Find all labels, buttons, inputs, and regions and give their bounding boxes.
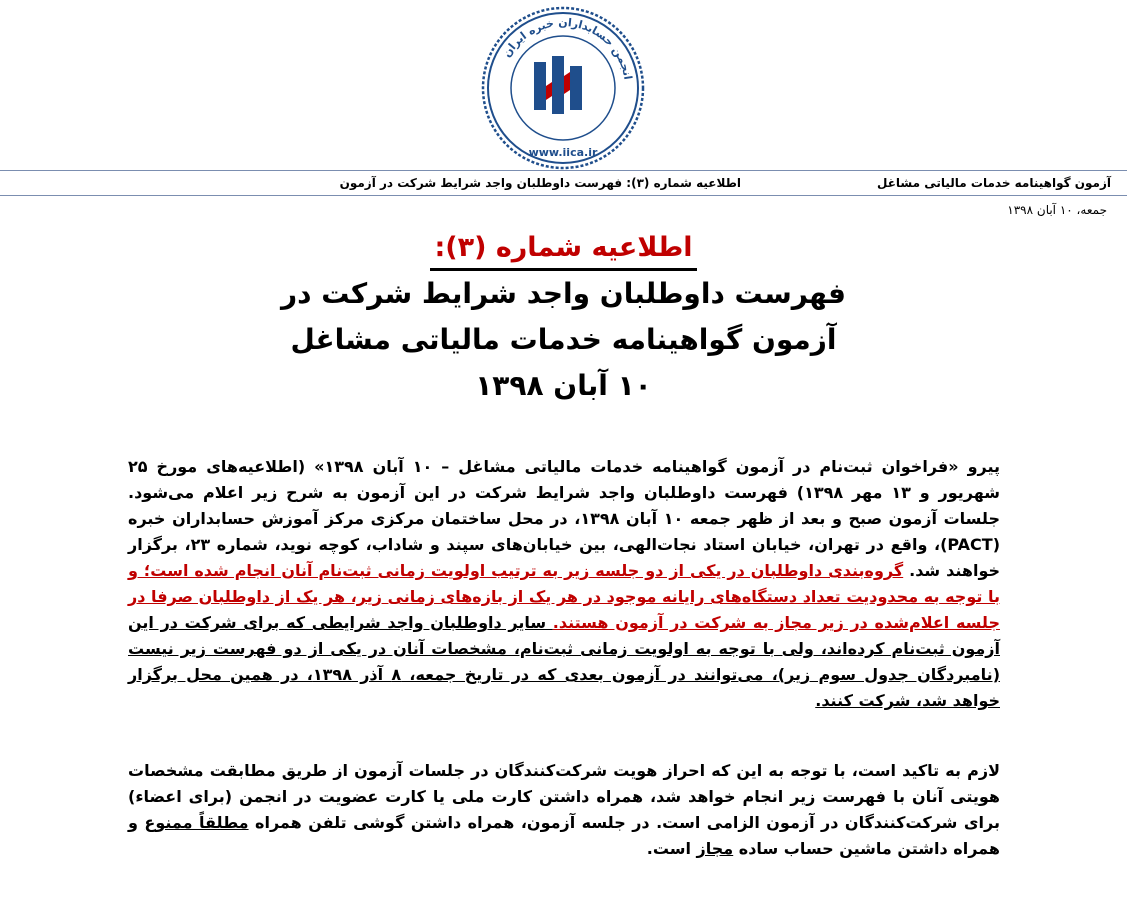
paragraph-2-text-c: است.	[646, 839, 697, 858]
paragraph-2-text-a: لازم به تاکید است، با توجه به این که احراز هویت شرکت‌کنندگان در جلسات آزمون از طریق مطابقت مشخصات هویتی آنان با فهرست زیر انجام خواهد شد، همراه داشتن کارت ملی یا کارت عضویت در انجمن (برای اعضاء) برای شرکت‌کنندگان در آزمون الزامی است. در جلسه آزمون، همراه داشتن گوشی تلفن همراه	[128, 761, 1000, 832]
svg-text:www.iica.ir: www.iica.ir	[528, 146, 598, 159]
svg-text:انجمن حسابداران خبره ایران: انجمن حسابداران خبره ایران	[500, 15, 635, 81]
header-rule-bottom	[0, 195, 1127, 196]
next-exam-notice: سایر داوطلبان واجد شرایطی که برای شرکت در این آزمون ثبت‌نام کرده‌اند، ولی با توجه به اولویت زمانی ثبت‌نام، مشخصات آنان در یکی از دو فهرست زیر نیست (نامبردگان جدول سوم زیر)، می‌توانند در آزمون بعدی که در تاریخ جمعه، ۸ آذر ۱۳۹۸، در همین محل برگزار خواهد شد، شرکت کنند.	[128, 613, 1000, 710]
running-header	[140, 173, 1111, 193]
notice-title: اطلاعیه شماره (۳):	[430, 228, 696, 271]
header-right-text: آزمون گواهینامه خدمات مالیاتی مشاغل	[877, 176, 1111, 190]
title-block	[0, 228, 1127, 409]
iica-monogram	[534, 56, 582, 114]
prohibited-emphasis: مطلقاً ممنوع	[144, 813, 249, 832]
iica-logo	[468, 4, 658, 172]
paragraph-2-text-b: و همراه داشتن ماشین حساب ساده	[128, 813, 1000, 858]
announcement-paragraph-2	[128, 758, 1000, 862]
main-title-line-3: ۱۰ آبان ۱۳۹۸	[475, 369, 652, 402]
grouping-notice-highlight: گروه‌بندی داوطلبان در یکی از دو جلسه زیر به ترتیب اولویت زمانی ثبت‌نام آنان انجام شده است؛ و با توجه به محدودیت تعداد دستگاه‌های رایانه موجود در هر یک از بازه‌های زمانی زیر، هر یک از داوطلبان صرفا در جلسه اعلام‌شده در زیر مجاز به شرکت در آزمون هستند.	[128, 561, 1000, 632]
main-title-line-2: آزمون گواهینامه خدمات مالیاتی مشاغل	[290, 323, 837, 356]
main-title-line-1: فهرست داوطلبان واجد شرایط شرکت در	[281, 277, 846, 310]
announcement-paragraph-1	[128, 454, 1000, 714]
paragraph-1-text: پیرو «فراخوان ثبت‌نام در آزمون گواهینامه خدمات مالیاتی مشاغل – ۱۰ آبان ۱۳۹۸» (اطلاعیه‌های مورخ ۲۵ شهریور و ۱۳ مهر ۱۳۹۸) فهرست داوطلبان واجد شرایط شرکت در این آزمون به شرح زیر اعلام می‌شود. جلسات آزمون صبح و بعد از ظهر جمعه ۱۰ آبان ۱۳۹۸، در محل ساختمان مرکزی مرکز آموزش حسابداران خبره (PACT)، واقع در تهران، خیابان استاد نجات‌الهی، بین خیابان‌های سپند و شاداب، کوچه نوید، شماره ۲۳، برگزار خواهند شد.	[128, 457, 1001, 580]
header-rule-top	[0, 170, 1127, 171]
header-middle-text: اطلاعیه شماره (۳): فهرست داوطلبان واجد شرایط شرکت در آزمون	[339, 176, 741, 190]
dateline: جمعه، ۱۰ آبان ۱۳۹۸	[1007, 203, 1107, 217]
allowed-emphasis: مجاز	[696, 839, 734, 858]
